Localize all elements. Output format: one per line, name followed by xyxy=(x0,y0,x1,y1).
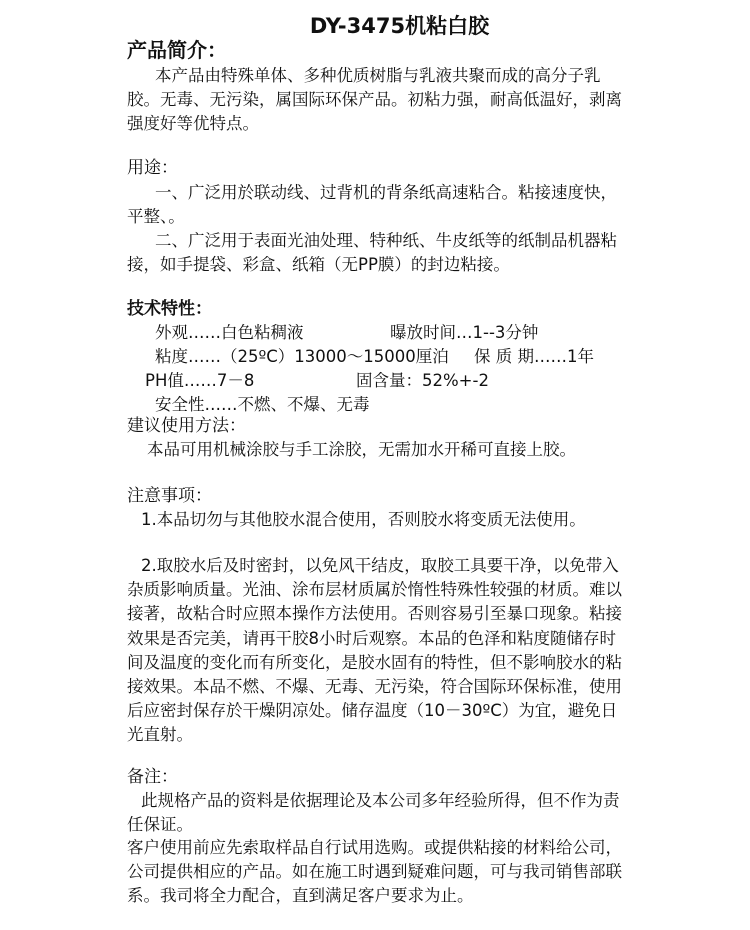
notes-heading: 注意事项： xyxy=(127,486,212,506)
notes-item-2: 2.取胶水后及时密封，以免风干结皮，取胶工具要干净，以免带入杂质影响质量。光油、涂布层材质属於惰性特殊性较强的材质。难以接著，故粘合时应照本操作方法使用。否则容易引至暴口现象。粘接效果是否完美，请再干胶8小时后观察。本品的色泽和粘度随储存时间及温度的变化而有所变化，是胶水固有的特性，但不影响胶水的粘接效果。本品不燃、不爆、无毒、无污染，符合国际环保标准，使用后应密封保存於干燥阴凉处。储存温度（10－30ºC）为宜，避免日光直射。 xyxy=(127,556,622,745)
specs-heading: 技术特性： xyxy=(127,299,212,319)
spec-open-time: 曝放时间…1--3分钟 xyxy=(390,323,539,342)
spec-solids: 固含量：52%+-2 xyxy=(356,371,489,390)
intro-paragraph: 本产品由特殊单体、多种优质树脂与乳液共聚而成的高分子乳胶。无毒、无污染，属国际环保产品。初粘力强，耐高低温好，剥离强度好等优特点。 xyxy=(127,66,622,134)
method-heading: 建议使用方法： xyxy=(127,416,246,436)
remarks-paragraph-2: 客户使用前应先索取样品自行试用选购。或提供粘接的材料给公司，公司提供相应的产品。如在施工时遇到疑难问题，可与我司销售部联系。我司将全力配合，直到满足客户要求为止。 xyxy=(127,838,622,906)
spec-shelf-life: 保 质 期……1年 xyxy=(474,347,594,366)
spec-safety: 安全性……不燃、不爆、无毒 xyxy=(155,395,370,414)
usage-heading: 用途： xyxy=(127,158,178,178)
remarks-heading: 备注： xyxy=(127,767,178,787)
notes-item-1: 1.本品切勿与其他胶水混合使用，否则胶水将变质无法使用。 xyxy=(141,510,586,529)
method-paragraph: 本品可用机械涂胶与手工涂胶，无需加水开稀可直接上胶。 xyxy=(147,440,576,459)
spec-appearance: 外观……白色粘稠液 xyxy=(155,323,304,342)
usage-item-1: 一、广泛用於联动线、过背机的背条纸高速粘合。粘接速度快，平整、。 xyxy=(127,183,617,227)
spec-ph: PH值……7－8 xyxy=(145,371,255,390)
page-title: DY-3475机粘白胶 xyxy=(309,14,490,38)
spec-viscosity: 粘度……（25ºC）13000～15000厘泊 xyxy=(155,347,449,366)
usage-item-2: 二、广泛用于表面光油处理、特种纸、牛皮纸等的纸制品机器粘接，如手提袋、彩盒、纸箱（无PP膜）的封边粘接。 xyxy=(127,231,617,275)
intro-heading: 产品简介： xyxy=(127,38,227,62)
remarks-paragraph-1: 此规格产品的资料是依据理论及本公司多年经验所得，但不作为责任保证。 xyxy=(127,791,620,835)
